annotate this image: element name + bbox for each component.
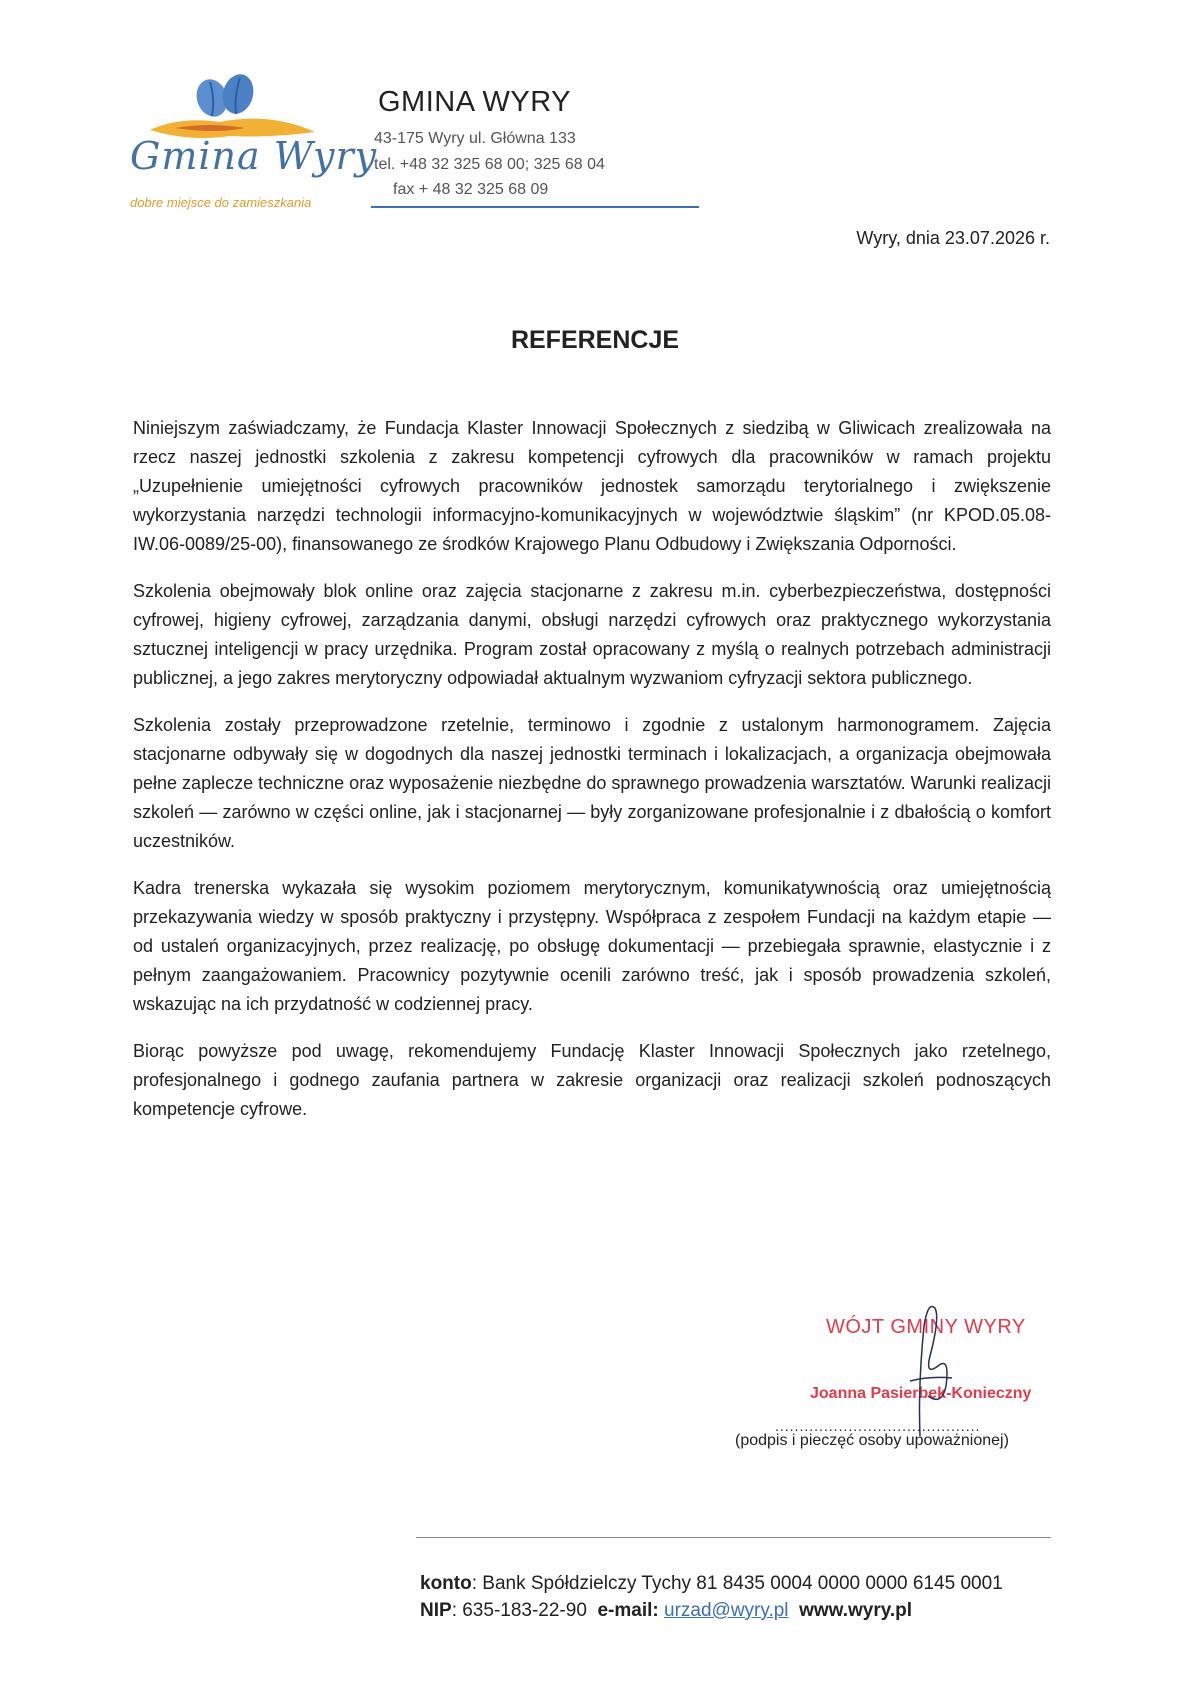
- organization-phone: tel. +48 32 325 68 00; 325 68 04: [374, 156, 605, 173]
- stamp-name: Joanna Pasierbek-Konieczny: [810, 1385, 1032, 1402]
- bank-account-value: : Bank Spółdzielczy Tychy 81 8435 0004 0000 0000 6145 0001: [471, 1573, 1003, 1594]
- nip-value: : 635-183-22-90: [451, 1600, 587, 1621]
- bank-account-label: konto: [420, 1573, 472, 1594]
- signature-caption: (podpis i pieczęć osoby upoważnionej): [735, 1432, 1009, 1449]
- paragraph-5: Biorąc powyższe pod uwagę, rekomendujemy Fundację Klaster Innowacji Społecznych jako rzetelnego, profesjonalnego i godnego zaufania partnera w zakresie organizacji oraz realizacji szkoleń podnoszących kompetencje cyfrowe.: [133, 1041, 1051, 1119]
- logo-wordmark: Gmina Wyry: [130, 134, 378, 178]
- organization-fax: fax + 48 32 325 68 09: [393, 181, 549, 198]
- website-link[interactable]: www.wyry.pl: [799, 1600, 913, 1621]
- footer-bank-account: [420, 1573, 1003, 1595]
- paragraph-3: Szkolenia zostały przeprowadzone rzetelnie, terminowo i zgodnie z ustalonym harmonogramem. Zajęcia stacjonarne odbywały się w dogodnych dla naszej jednostki terminach i lokalizacjach, a organizacja obejmowała pełne zaplecze techniczne oraz wyposażenie niezbędne do sprawnego prowadzenia warsztatów. Warunki realizacji szkoleń — zarówno w części online, jak i stacjonarnej — były zorganizowane profesjonalnie i z dbałością o komfort uczestników.: [133, 715, 1051, 851]
- document-date: Wyry, dnia 23.07.2026 r.: [856, 228, 1050, 248]
- header-divider: [371, 206, 699, 208]
- paragraph-4: Kadra trenerska wykazała się wysokim poziomem merytorycznym, komunikatywnością oraz umiejętnością przekazywania wiedzy w sposób praktyczny i przystępny. Współpraca z zespołem Fundacji na każdym etapie — od ustaleń organizacyjnych, przez realizację, po obsługę dokumentacji — przebiegała sprawnie, elastycznie i z pełnym zaangażowaniem. Pracownicy pozytywnie ocenili zarówno treść, jak i sposób prowadzenia szkoleń, wskazując na ich przydatność w codziennej pracy.: [133, 878, 1051, 1014]
- stamp-title: WÓJT GMINY WYRY: [826, 1316, 1026, 1338]
- document-body: [133, 414, 1051, 1142]
- logo-tagline: dobre miejsce do zamieszkania: [130, 195, 312, 210]
- document-title: REFERENCJE: [510, 326, 680, 354]
- email-link[interactable]: urzad@wyry.pl: [664, 1600, 789, 1621]
- paragraph-1: Niniejszym zaświadczamy, że Fundacja Klaster Innowacji Społecznych z siedzibą w Gliwicach zrealizowała na rzecz naszej jednostki szkolenia z zakresu kompetencji cyfrowych dla pracowników w ramach projektu „Uzupełnienie umiejętności cyfrowych pracowników jednostek samorządu terytorialnego i zwiększenie wykorzystania narzędzi technologii informacyjno-komunikacyjnych w województwie śląskim” (nr KPOD.05.08-IW.06-0089/25-00), finansowanego ze środków Krajowego Planu Odbudowy i Zwiększania Odporności.: [133, 418, 1051, 554]
- gmina-wyry-logo: [120, 72, 378, 212]
- organization-name: GMINA WYRY: [378, 86, 571, 118]
- email-label: e-mail:: [597, 1600, 659, 1621]
- footer-contact: [420, 1600, 912, 1622]
- paragraph-2: Szkolenia obejmowały blok online oraz zajęcia stacjonarne z zakresu m.in. cyberbezpieczeństwa, dostępności cyfrowej, higieny cyfrowej, zarządzania danymi, obsługi narzędzi cyfrowych oraz praktycznego wykorzystania sztucznej inteligencji w pracy urzędnika. Program został opracowany z myślą o realnych potrzebach administracji publicznej, a jego zakres merytoryczny odpowiadał aktualnym wyzwaniom cyfryzacji sektora publicznego.: [133, 581, 1051, 688]
- nip-label: NIP: [420, 1600, 452, 1621]
- signature-dotted-line: ..........................................: [775, 1418, 981, 1434]
- footer-divider: [416, 1537, 1051, 1538]
- organization-address: 43-175 Wyry ul. Główna 133: [374, 130, 576, 147]
